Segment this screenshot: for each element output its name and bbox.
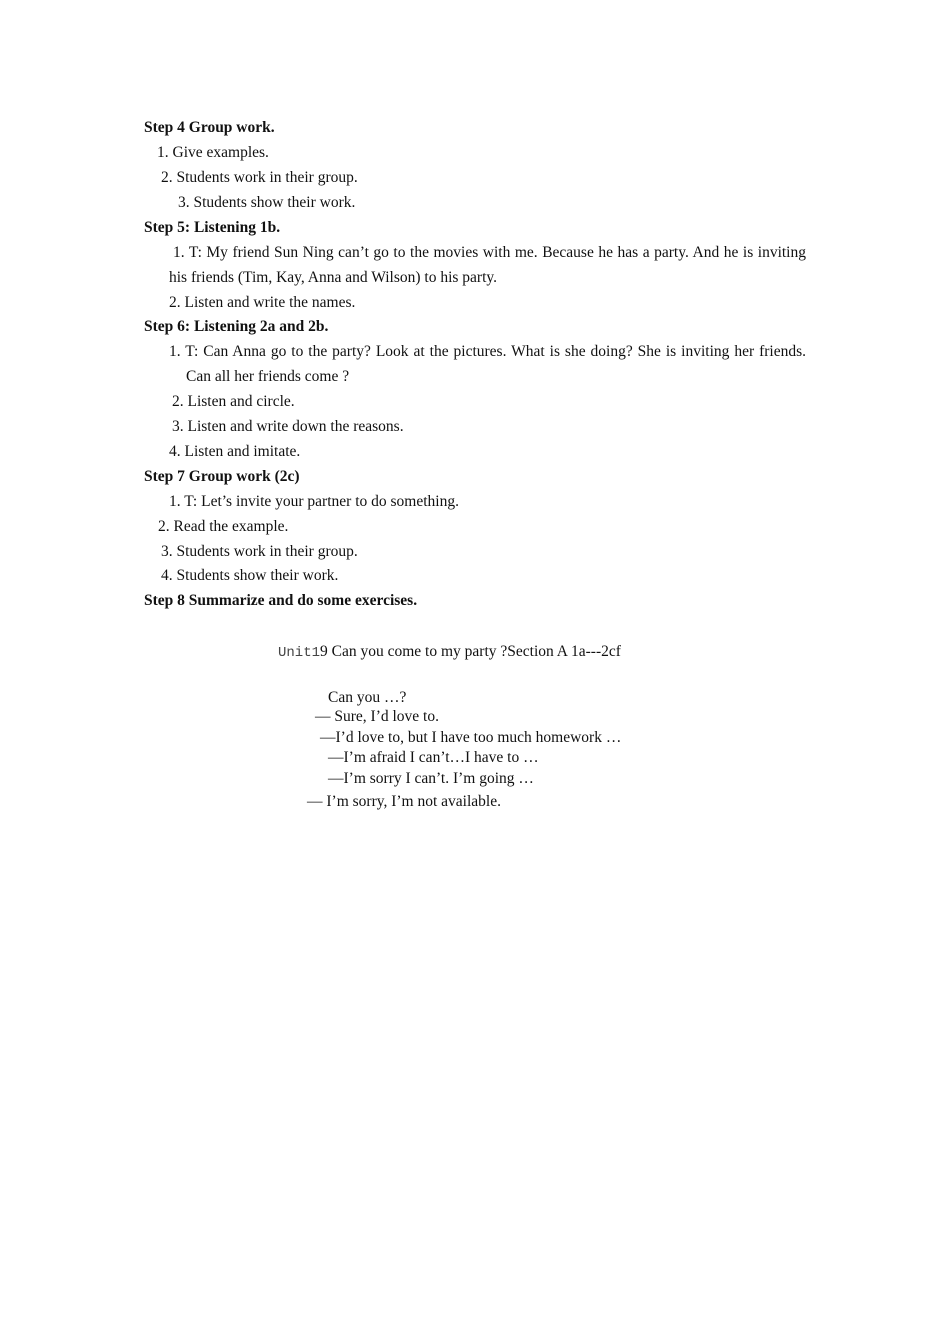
step4-item-3: 3. Students show their work. <box>178 194 356 211</box>
step7-item-1: 1. T: Let’s invite your partner to do something. <box>169 493 459 510</box>
board-line-5: —I’m sorry I can’t. I’m going … <box>328 770 534 787</box>
step6-item-3: 3. Listen and write down the reasons. <box>172 418 404 435</box>
step5-item-1: 1. T: My friend Sun Ning can’t go to the movies with me. Because he has a party. And he is inviting his friends (Tim, Kay, Anna and Wilson) to his party. <box>169 244 806 286</box>
step5-heading: Step 5: Listening 1b. <box>144 219 281 236</box>
step4-item-1: 1. Give examples. <box>157 144 269 161</box>
step8-heading: Step 8 Summarize and do some exercises. <box>144 592 418 609</box>
step6-item-2: 2. Listen and circle. <box>172 393 295 410</box>
board-title <box>278 642 621 663</box>
step6-heading: Step 6: Listening 2a and 2b. <box>144 318 329 335</box>
step6-item-1: 1. T: Can Anna go to the party? Look at the pictures. What is she doing? She is inviting her friends. Can all her friends come ? <box>169 343 806 385</box>
step7-item-3: 3. Students work in their group. <box>161 543 358 560</box>
step7-heading: Step 7 Group work (2c) <box>144 468 300 485</box>
step6-item-4: 4. Listen and imitate. <box>169 443 301 460</box>
board-line-2: — Sure, I’d love to. <box>315 708 439 725</box>
step4-item-2: 2. Students work in their group. <box>161 169 358 186</box>
step7-item-4: 4. Students show their work. <box>161 567 339 584</box>
board-line-3: —I’d love to, but I have too much homework … <box>320 729 622 746</box>
board-title-rest: 9 Can you come to my party ?Section A 1a---2cf <box>320 643 621 660</box>
board-line-4: —I’m afraid I can’t…I have to … <box>328 749 539 766</box>
step7-item-2: 2. Read the example. <box>158 518 289 535</box>
step5-item-2: 2. Listen and write the names. <box>169 294 356 311</box>
board-line-1: Can you …? <box>328 689 407 706</box>
step4-heading: Step 4 Group work. <box>144 119 275 136</box>
board-line-6: — I’m sorry, I’m not available. <box>307 793 501 810</box>
board-title-unit: Unit1 <box>278 645 321 661</box>
